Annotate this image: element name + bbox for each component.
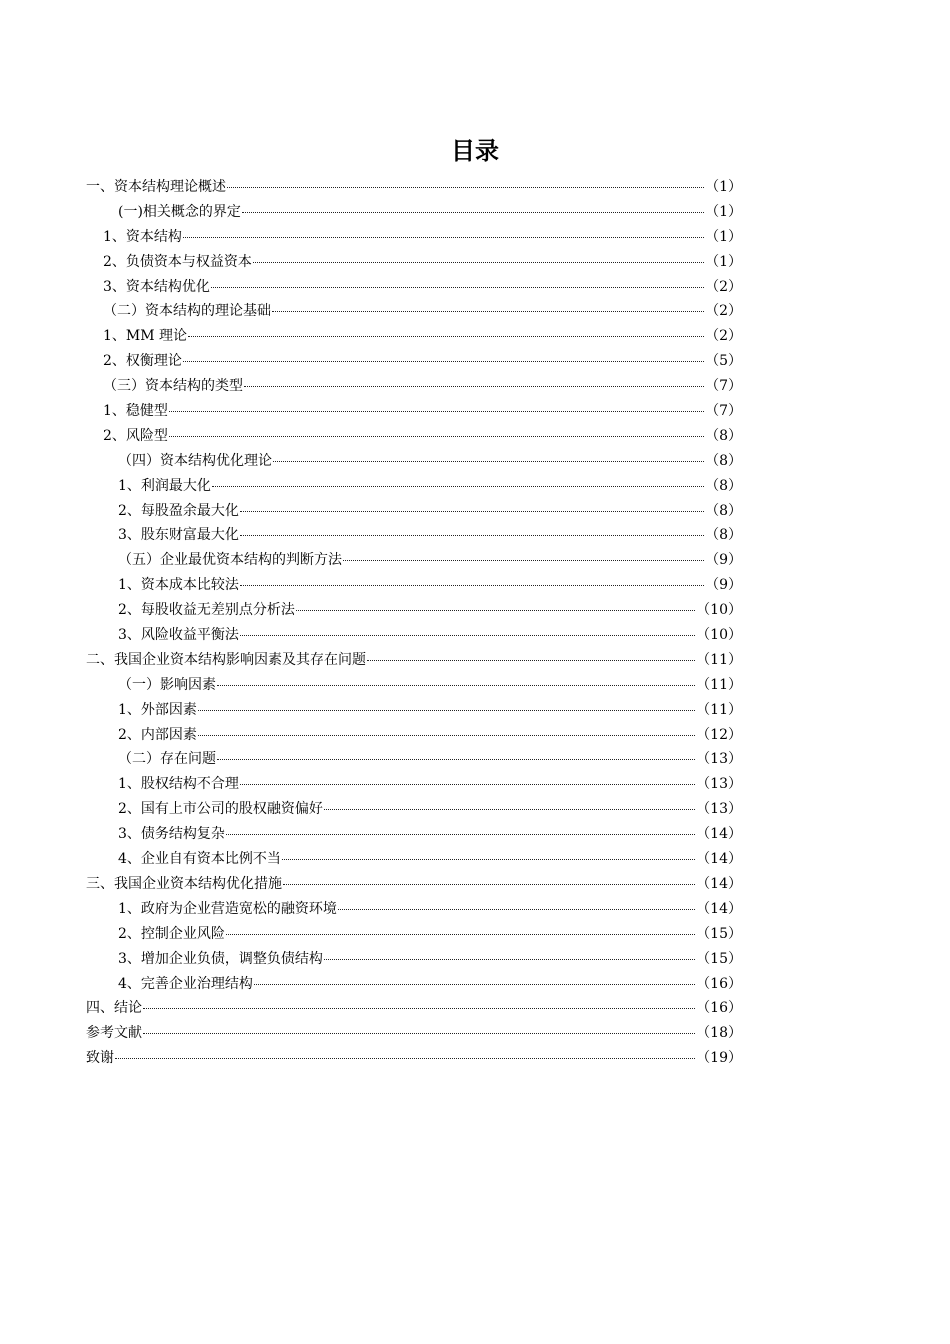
toc-entry[interactable] [86, 548, 742, 573]
toc-entry[interactable] [86, 1021, 742, 1046]
toc-page-number: （8） [705, 427, 742, 444]
dot-leader [283, 884, 695, 885]
dot-leader [240, 784, 695, 785]
toc-entry-label: 1、外部因素 [118, 701, 197, 718]
toc-entry-label: 2、负债资本与权益资本 [103, 253, 252, 270]
toc-entry-label: （五）企业最优资本结构的判断方法 [118, 552, 342, 569]
toc-entry[interactable] [86, 797, 742, 822]
toc-page-number: （7） [705, 378, 742, 395]
dot-leader [143, 1033, 695, 1034]
toc-entry[interactable] [86, 847, 742, 872]
toc-page-number: （18） [696, 1025, 742, 1042]
dot-leader [115, 1058, 695, 1059]
toc-page-number: （8） [705, 527, 742, 544]
toc-entry-label: 1、资本结构 [103, 228, 182, 245]
toc-entry[interactable] [86, 175, 742, 200]
toc-entry-label: （四）资本结构优化理论 [118, 452, 272, 469]
table-of-contents [86, 175, 742, 1071]
toc-entry[interactable] [86, 673, 742, 698]
toc-page-number: （14） [696, 826, 742, 843]
toc-entry-label: 1、政府为企业营造宽松的融资环境 [118, 900, 337, 917]
dot-leader [324, 959, 695, 960]
dot-leader [244, 386, 704, 387]
dot-leader [242, 212, 704, 213]
toc-entry[interactable] [86, 772, 742, 797]
dot-leader [338, 909, 695, 910]
toc-entry-label: 2、每股盈余最大化 [118, 502, 239, 519]
dot-leader [324, 809, 695, 810]
toc-entry-label: 3、债务结构复杂 [118, 826, 225, 843]
toc-entry[interactable] [86, 424, 742, 449]
toc-entry-label: 二、我国企业资本结构影响因素及其存在问题 [86, 651, 366, 668]
dot-leader [367, 660, 695, 661]
toc-entry[interactable] [86, 399, 742, 424]
toc-page-number: （2） [705, 328, 742, 345]
dot-leader [217, 759, 695, 760]
toc-page-number: （11） [696, 676, 742, 693]
toc-entry[interactable] [86, 698, 742, 723]
toc-entry[interactable] [86, 349, 742, 374]
toc-entry-label: (一)相关概念的界定 [118, 203, 241, 220]
toc-page-number: （13） [696, 801, 742, 818]
toc-page-number: （9） [705, 577, 742, 594]
toc-entry-label: 1、MM 理论 [103, 328, 188, 345]
toc-entry[interactable] [86, 374, 742, 399]
dot-leader [183, 237, 704, 238]
toc-entry-label: （二）资本结构的理论基础 [103, 303, 271, 320]
toc-entry-label: 4、企业自有资本比例不当 [118, 851, 281, 868]
toc-entry-label: 3、增加企业负债，调整负债结构 [118, 950, 323, 967]
dot-leader [227, 187, 704, 188]
toc-entry-label: 2、权衡理论 [103, 353, 182, 370]
toc-entry[interactable] [86, 449, 742, 474]
toc-page-number: （2） [705, 303, 742, 320]
toc-entry-label: 四、结论 [86, 1000, 142, 1017]
toc-entry[interactable] [86, 474, 742, 499]
toc-page-number: （14） [696, 875, 742, 892]
toc-page-number: （13） [696, 776, 742, 793]
toc-page-number: （13） [696, 751, 742, 768]
toc-entry[interactable] [86, 1046, 742, 1071]
toc-entry-label: 2、内部因素 [118, 726, 197, 743]
dot-leader [183, 361, 704, 362]
toc-entry-label: 1、股权结构不合理 [118, 776, 239, 793]
toc-entry[interactable] [86, 324, 742, 349]
dot-leader [211, 287, 704, 288]
toc-entry[interactable] [86, 996, 742, 1021]
toc-entry[interactable] [86, 275, 742, 300]
dot-leader [240, 535, 704, 536]
toc-entry[interactable] [86, 200, 742, 225]
toc-entry-label: （三）资本结构的类型 [103, 378, 243, 395]
toc-page-number: （16） [696, 975, 742, 992]
toc-entry-label: 3、资本结构优化 [103, 278, 210, 295]
toc-page-number: （8） [705, 502, 742, 519]
toc-entry-label: 3、股东财富最大化 [118, 527, 239, 544]
dot-leader [188, 336, 704, 337]
toc-page-number: （11） [696, 651, 742, 668]
toc-page-number: （1） [705, 203, 742, 220]
toc-page-number: （15） [696, 925, 742, 942]
dot-leader [282, 859, 695, 860]
toc-entry[interactable] [86, 250, 742, 275]
dot-leader [169, 411, 704, 412]
toc-page-number: （7） [705, 403, 742, 420]
toc-entry-label: 2、控制企业风险 [118, 925, 225, 942]
toc-entry-label: 1、资本成本比较法 [118, 577, 239, 594]
toc-entry[interactable] [86, 573, 742, 598]
dot-leader [240, 635, 695, 636]
toc-entry[interactable] [86, 972, 742, 997]
toc-entry[interactable] [86, 648, 742, 673]
toc-page-number: （11） [696, 701, 742, 718]
dot-leader [198, 735, 695, 736]
toc-page-number: （9） [705, 552, 742, 569]
toc-entry[interactable] [86, 523, 742, 548]
toc-entry-label: 2、国有上市公司的股权融资偏好 [118, 801, 323, 818]
toc-entry[interactable] [86, 499, 742, 524]
toc-entry[interactable] [86, 947, 742, 972]
toc-entry-label: 参考文献 [86, 1025, 142, 1042]
toc-page-number: （1） [705, 179, 742, 195]
toc-page-number: （1） [705, 228, 742, 245]
dot-leader [296, 610, 695, 611]
toc-page-number: （16） [696, 1000, 742, 1017]
dot-leader [169, 436, 704, 437]
dot-leader [253, 262, 704, 263]
toc-page-number: （10） [696, 627, 742, 644]
toc-entry-label: 2、每股收益无差别点分析法 [118, 602, 295, 619]
toc-entry[interactable] [86, 299, 742, 324]
toc-page-number: （14） [696, 851, 742, 868]
toc-entry[interactable] [86, 598, 742, 623]
dot-leader [226, 834, 695, 835]
toc-page-number: （2） [705, 278, 742, 295]
dot-leader [272, 311, 704, 312]
toc-page-number: （8） [705, 452, 742, 469]
toc-entry-label: 致谢 [86, 1050, 114, 1067]
toc-page-number: （14） [696, 900, 742, 917]
toc-entry-label: 一、资本结构理论概述 [86, 179, 226, 195]
toc-page-number: （12） [696, 726, 742, 743]
toc-entry[interactable] [86, 922, 742, 947]
toc-entry[interactable] [86, 225, 742, 250]
dot-leader [212, 486, 704, 487]
toc-entry-label: （一）影响因素 [118, 676, 216, 693]
toc-page-number: （1） [705, 253, 742, 270]
toc-page-number: （5） [705, 353, 742, 370]
dot-leader [143, 1008, 695, 1009]
dot-leader [226, 934, 695, 935]
toc-entry[interactable] [86, 897, 742, 922]
toc-entry[interactable] [86, 623, 742, 648]
dot-leader [273, 461, 704, 462]
toc-entry-label: 1、稳健型 [103, 403, 168, 420]
dot-leader [240, 511, 704, 512]
dot-leader [254, 984, 695, 985]
toc-page-number: （8） [705, 477, 742, 494]
toc-entry[interactable] [86, 822, 742, 847]
toc-entry[interactable] [86, 723, 742, 748]
toc-entry-label: 3、风险收益平衡法 [118, 627, 239, 644]
toc-page-number: （19） [696, 1050, 742, 1067]
dot-leader [240, 585, 704, 586]
toc-entry-label: 1、利润最大化 [118, 477, 211, 494]
dot-leader [343, 560, 704, 561]
toc-entry-label: 4、完善企业治理结构 [118, 975, 253, 992]
toc-entry-label: 三、我国企业资本结构优化措施 [86, 875, 282, 892]
toc-entry-label: 2、风险型 [103, 427, 168, 444]
toc-entry[interactable] [86, 747, 742, 772]
toc-entry[interactable] [86, 872, 742, 897]
toc-page-number: （10） [696, 602, 742, 619]
dot-leader [198, 710, 695, 711]
toc-page-number: （15） [696, 950, 742, 967]
dot-leader [217, 685, 695, 686]
toc-entry-label: （二）存在问题 [118, 751, 216, 768]
toc-title: 目录 [451, 137, 499, 165]
